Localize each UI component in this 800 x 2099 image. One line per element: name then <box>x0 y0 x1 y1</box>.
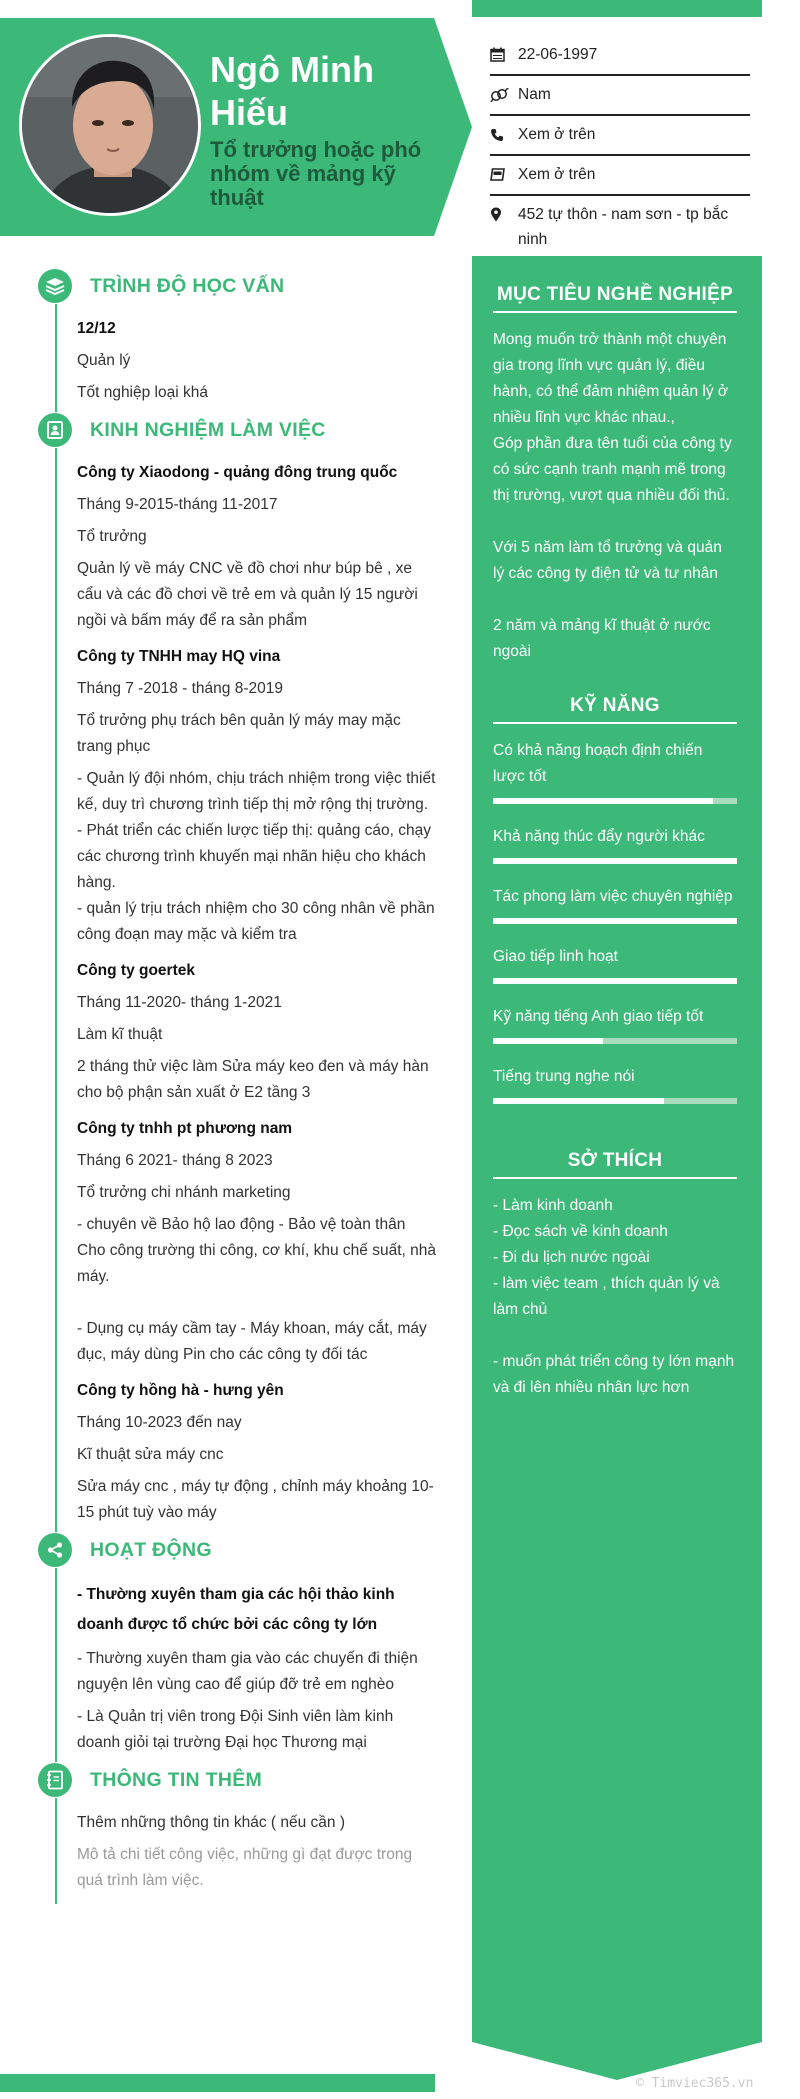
education-icon <box>38 269 72 303</box>
additional-title: THÔNG TIN THÊM <box>90 1768 263 1791</box>
job-period: Tháng 11-2020- tháng 1-2021 <box>77 994 282 1011</box>
job-role: Làm kĩ thuật <box>77 1026 163 1043</box>
job-period: Tháng 6 2021- tháng 8 2023 <box>77 1152 273 1169</box>
skill-name: Tác phong làm việc chuyên nghiệp <box>493 888 733 905</box>
skill-bar-fill <box>493 858 737 864</box>
objective-text: Mong muốn trở thành một chuyên gia trong lĩnh vực quản lý, điều hành, có thể đảm nhiệm quản lý ở nhiều lĩnh vực khác nhau., Góp phần đưa tên tuổi của công ty có sức cạnh tranh mạnh mẽ trong thị trường, vượt qua nhiều đối thủ. Với 5 năm làm tổ trưởng và quản lý các công ty điện tử và tư nhân 2 năm và mảng kĩ thuật ở nước ngoài <box>493 331 732 660</box>
hobbies-text: - Làm kinh doanh - Đọc sách về kinh doanh - Đi du lịch nước ngoài - làm việc team , thích quản lý và làm chủ - muốn phát triển công ty lớn mạnh và đi lên nhiều nhân lực hơn <box>493 1197 735 1396</box>
skills-title: KỸ NĂNG <box>493 693 737 724</box>
skill-name: Kỹ năng tiếng Anh giao tiếp tốt <box>493 1008 704 1025</box>
main-column <box>38 268 438 1904</box>
address-value: 452 tự thôn - nam sơn - tp bắc ninh <box>518 206 729 248</box>
candidate-name: Ngô Minh Hiếu <box>210 49 374 133</box>
education-header <box>38 268 438 304</box>
job-entry <box>77 1378 438 1526</box>
skill-bar-fill <box>493 1038 603 1044</box>
experience-header <box>38 412 438 448</box>
job-description: - Quản lý đội nhóm, chịu trách nhiệm trong việc thiết kế, duy trì chương trình tiếp thị mở rộng thị trường. - Phát triển các chiến lược tiếp thị: quảng cáo, chạy các chương trình khuyến mại nhãn hiệu cho khách hàng. - quản lý trịu trách nhiệm cho 30 công nhân về phần công đoạn may mặc và kiểm tra <box>77 770 436 943</box>
skills-list <box>493 738 737 1104</box>
skill-bar <box>493 1038 737 1044</box>
skill-item <box>493 824 737 864</box>
job-entry <box>77 460 438 634</box>
job-period: Tháng 10-2023 đến nay <box>77 1414 242 1431</box>
job-role: Kĩ thuật sửa máy cnc <box>77 1446 224 1463</box>
experience-title: KINH NGHIỆM LÀM VIỆC <box>90 418 326 441</box>
education-body <box>55 304 438 412</box>
skill-bar-fill <box>493 798 713 804</box>
job-description: - chuyên về Bảo hộ lao động - Bảo vệ toàn thân Cho công trường thi công, cơ khí, khu chế suất, nhà máy. - Dụng cụ máy cầm tay - Máy khoan, máy cắt, máy đục, máy dùng Pin cho các công ty đối tác <box>77 1216 436 1363</box>
additional-hint: Mô tả chi tiết công việc, những gì đạt được trong quá trình làm việc. <box>77 1846 413 1889</box>
skill-bar <box>493 798 737 804</box>
job-entry <box>77 958 438 1106</box>
portrait-photo <box>22 37 201 216</box>
skill-bar-fill <box>493 978 737 984</box>
skill-bar <box>493 918 737 924</box>
watermark: © Timviec365.vn <box>636 2076 754 2091</box>
share-icon <box>38 1533 72 1567</box>
activities-header <box>38 1532 438 1568</box>
phone-value: Xem ở trên <box>518 126 596 143</box>
calendar-icon <box>490 42 518 67</box>
gender-icon <box>490 82 518 107</box>
job-description: Quản lý về máy CNC về đồ chơi như búp bê , xe cẩu và các đồ chơi về trẻ em và quản lý 15 người ngồi và bấm máy để ra sản phẩm <box>77 560 418 629</box>
job-company: Công ty goertek <box>77 962 195 979</box>
job-company: Công ty Xiaodong - quảng đông trung quốc <box>77 464 398 481</box>
avatar <box>19 34 201 216</box>
email-icon <box>490 162 518 187</box>
candidate-position: Tổ trưởng hoặc phó nhóm về mảng kỹ thuật <box>210 137 422 210</box>
job-company: Công ty tnhh pt phương nam <box>77 1120 293 1137</box>
email-value: Xem ở trên <box>518 166 596 183</box>
skill-bar <box>493 858 737 864</box>
education-title: TRÌNH ĐỘ HỌC VẤN <box>90 274 285 297</box>
job-role: Tổ trưởng chi nhánh marketing <box>77 1184 291 1201</box>
contact-email <box>490 156 750 196</box>
job-description: Sửa máy cnc , máy tự động , chỉnh máy khoảng 10-15 phút tuỳ vào máy <box>77 1478 434 1521</box>
job-entry <box>77 1116 438 1368</box>
gender-value: Nam <box>518 86 551 103</box>
objective-title: MỤC TIÊU NGHỀ NGHIỆP <box>493 282 737 313</box>
contact-phone <box>490 116 750 156</box>
job-entry <box>77 644 438 948</box>
phone-icon <box>490 122 518 147</box>
activity-item: - Thường xuyên tham gia vào các chuyến đi thiện nguyện lên vùng cao để giúp đỡ trẻ em nghèo <box>77 1650 418 1693</box>
skill-item <box>493 1064 737 1104</box>
hobbies-title: SỞ THÍCH <box>493 1148 737 1179</box>
skill-name: Giao tiếp linh hoạt <box>493 948 618 965</box>
activity-headline: - Thường xuyên tham gia các hội thảo kinh doanh được tổ chức bởi các công ty lớn <box>77 1586 395 1633</box>
job-period: Tháng 7 -2018 - tháng 8-2019 <box>77 680 283 697</box>
location-pin-icon <box>490 202 518 227</box>
contact-list <box>490 36 750 261</box>
footer-bar <box>0 2074 435 2092</box>
experience-icon <box>38 413 72 447</box>
education-grade: Tốt nghiệp loại khá <box>77 384 208 401</box>
top-accent-strip <box>472 0 762 17</box>
education-major: Quản lý <box>77 352 131 369</box>
additional-text: Thêm những thông tin khác ( nếu cần ) <box>77 1814 346 1831</box>
skill-name: Tiếng trung nghe nói <box>493 1068 635 1085</box>
skill-name: Có khả năng hoạch định chiến lược tốt <box>493 742 703 785</box>
job-period: Tháng 9-2015-tháng 11-2017 <box>77 496 278 513</box>
job-description: 2 tháng thử việc làm Sửa máy keo đen và máy hàn cho bộ phận sản xuất ở E2 tầng 3 <box>77 1058 429 1101</box>
side-content <box>493 256 737 1401</box>
job-role: Tổ trưởng phụ trách bên quản lý máy may mặc trang phục <box>77 712 401 755</box>
activity-item: - Là Quản trị viên trong Đội Sinh viên làm kinh doanh giỏi tại trường Đại học Thương mại <box>77 1708 394 1751</box>
job-company: Công ty TNHH may HQ vina <box>77 648 281 665</box>
job-company: Công ty hồng hà - hưng yên <box>77 1382 284 1399</box>
skill-item <box>493 738 737 804</box>
birthday-value: 22-06-1997 <box>518 46 598 63</box>
skill-name: Khả năng thúc đẩy người khác <box>493 828 705 845</box>
skill-item <box>493 1004 737 1044</box>
additional-header <box>38 1762 438 1798</box>
skill-bar <box>493 1098 737 1104</box>
contact-address <box>490 196 750 261</box>
skill-bar-fill <box>493 1098 664 1104</box>
experience-body <box>55 448 438 1532</box>
skill-bar <box>493 978 737 984</box>
contact-gender <box>490 76 750 116</box>
skill-item <box>493 944 737 984</box>
additional-body <box>55 1798 438 1904</box>
contact-birthday <box>490 36 750 76</box>
skill-bar-fill <box>493 918 737 924</box>
activities-title: HOẠT ĐỘNG <box>90 1538 212 1561</box>
education-level: 12/12 <box>77 320 116 337</box>
activities-body <box>55 1568 438 1762</box>
notebook-icon <box>38 1763 72 1797</box>
skill-item <box>493 884 737 924</box>
job-role: Tổ trưởng <box>77 528 147 545</box>
